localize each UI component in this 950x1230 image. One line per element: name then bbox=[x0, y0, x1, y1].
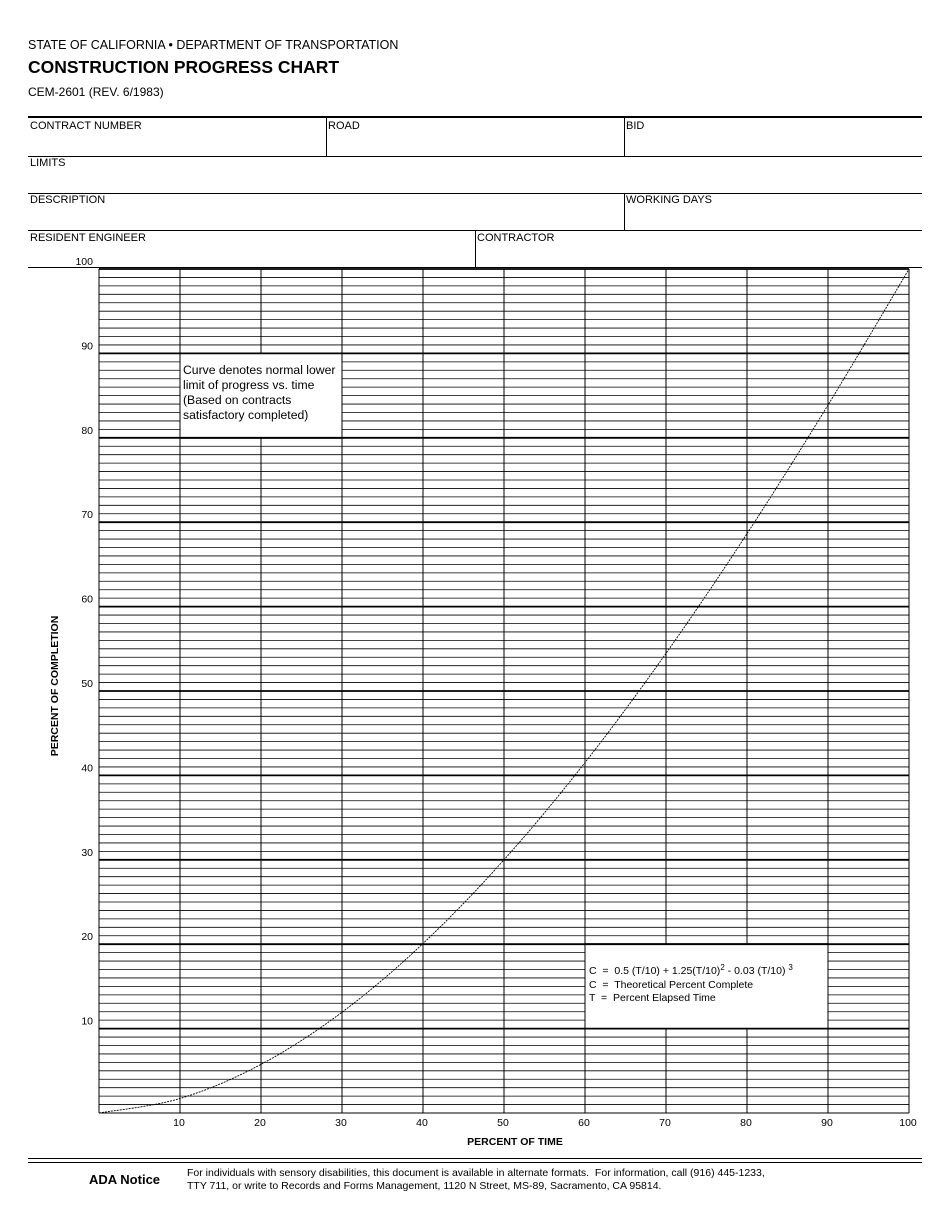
y-axis-title: PERCENT OF COMPLETION bbox=[49, 615, 61, 757]
curve-note bbox=[183, 363, 335, 423]
y-tick-label: 60 bbox=[81, 593, 93, 606]
y-tick-label: 70 bbox=[81, 509, 93, 522]
y-tick-label: 30 bbox=[81, 846, 93, 859]
y-tick-label: 50 bbox=[81, 678, 93, 690]
formula-exponent-3: 3 bbox=[788, 963, 793, 972]
description-label: DESCRIPTION bbox=[30, 194, 106, 206]
form-title: CONSTRUCTION PROGRESS CHART bbox=[28, 57, 340, 77]
contractor-label: CONTRACTOR bbox=[477, 232, 555, 244]
x-tick-label: 90 bbox=[821, 1117, 833, 1129]
curve-note-line: (Based on contracts bbox=[183, 393, 292, 407]
x-tick-label: 40 bbox=[416, 1117, 428, 1129]
x-tick-label: 80 bbox=[740, 1117, 752, 1129]
bid-label: BID bbox=[626, 120, 645, 132]
x-tick-label: 10 bbox=[173, 1117, 185, 1129]
y-tick-label: 20 bbox=[81, 931, 93, 944]
agency-line: STATE OF CALIFORNIA • DEPARTMENT OF TRANSPORTATION bbox=[28, 38, 399, 52]
contract-number-label: CONTRACT NUMBER bbox=[30, 120, 142, 132]
formula-exponent-2: 2 bbox=[720, 963, 725, 972]
curve-note-line: Curve denotes normal lower bbox=[183, 363, 336, 377]
curve-note-line: satisfactory completed) bbox=[183, 408, 309, 422]
x-tick-label: 50 bbox=[497, 1117, 509, 1129]
ada-line-2: TTY 711, or write to Records and Forms Management, 1120 N Street, MS-89, Sacramento, CA 95814. bbox=[187, 1180, 662, 1192]
footer-rule-1 bbox=[28, 1158, 922, 1159]
y-tick-label: 80 bbox=[81, 424, 93, 437]
formula-part-b: - 0.03 (T/10) bbox=[724, 965, 789, 977]
curve-note-line: limit of progress vs. time bbox=[183, 378, 315, 392]
formula-line-2: C = Theoretical Percent Complete bbox=[589, 978, 754, 991]
ada-line-1: For individuals with sensory disabilities, this document is available in alternate formats. For information, call (916) 445-1233, bbox=[187, 1167, 765, 1179]
formula-line-1 bbox=[589, 965, 793, 979]
resident-engineer-label: RESIDENT ENGINEER bbox=[30, 232, 146, 244]
form-number: CEM-2601 (REV. 6/1983) bbox=[28, 85, 164, 99]
y-tick-label: 40 bbox=[81, 762, 93, 775]
limits-label: LIMITS bbox=[30, 157, 66, 169]
y-tick-label: 100 bbox=[75, 256, 93, 268]
x-tick-label: 30 bbox=[335, 1117, 347, 1129]
ada-notice-text bbox=[187, 1167, 765, 1193]
ada-notice-title: ADA Notice bbox=[89, 1172, 161, 1187]
footer-rule-2 bbox=[28, 1162, 922, 1163]
x-axis-title: PERCENT OF TIME bbox=[467, 1136, 563, 1148]
x-tick-label: 100 bbox=[899, 1117, 917, 1129]
working-days-label: WORKING DAYS bbox=[626, 194, 712, 206]
road-label: ROAD bbox=[328, 120, 360, 132]
y-tick-label: 10 bbox=[81, 1015, 93, 1028]
x-tick-label: 60 bbox=[578, 1117, 590, 1129]
formula-legend bbox=[589, 965, 793, 1006]
y-tick-label: 90 bbox=[81, 340, 93, 353]
x-tick-label: 70 bbox=[659, 1117, 671, 1129]
x-tick-label: 20 bbox=[254, 1117, 266, 1129]
formula-line-3: T = Percent Elapsed Time bbox=[589, 992, 716, 1004]
formula-part-a: C = 0.5 (T/10) + 1.25(T/10) bbox=[589, 965, 721, 977]
